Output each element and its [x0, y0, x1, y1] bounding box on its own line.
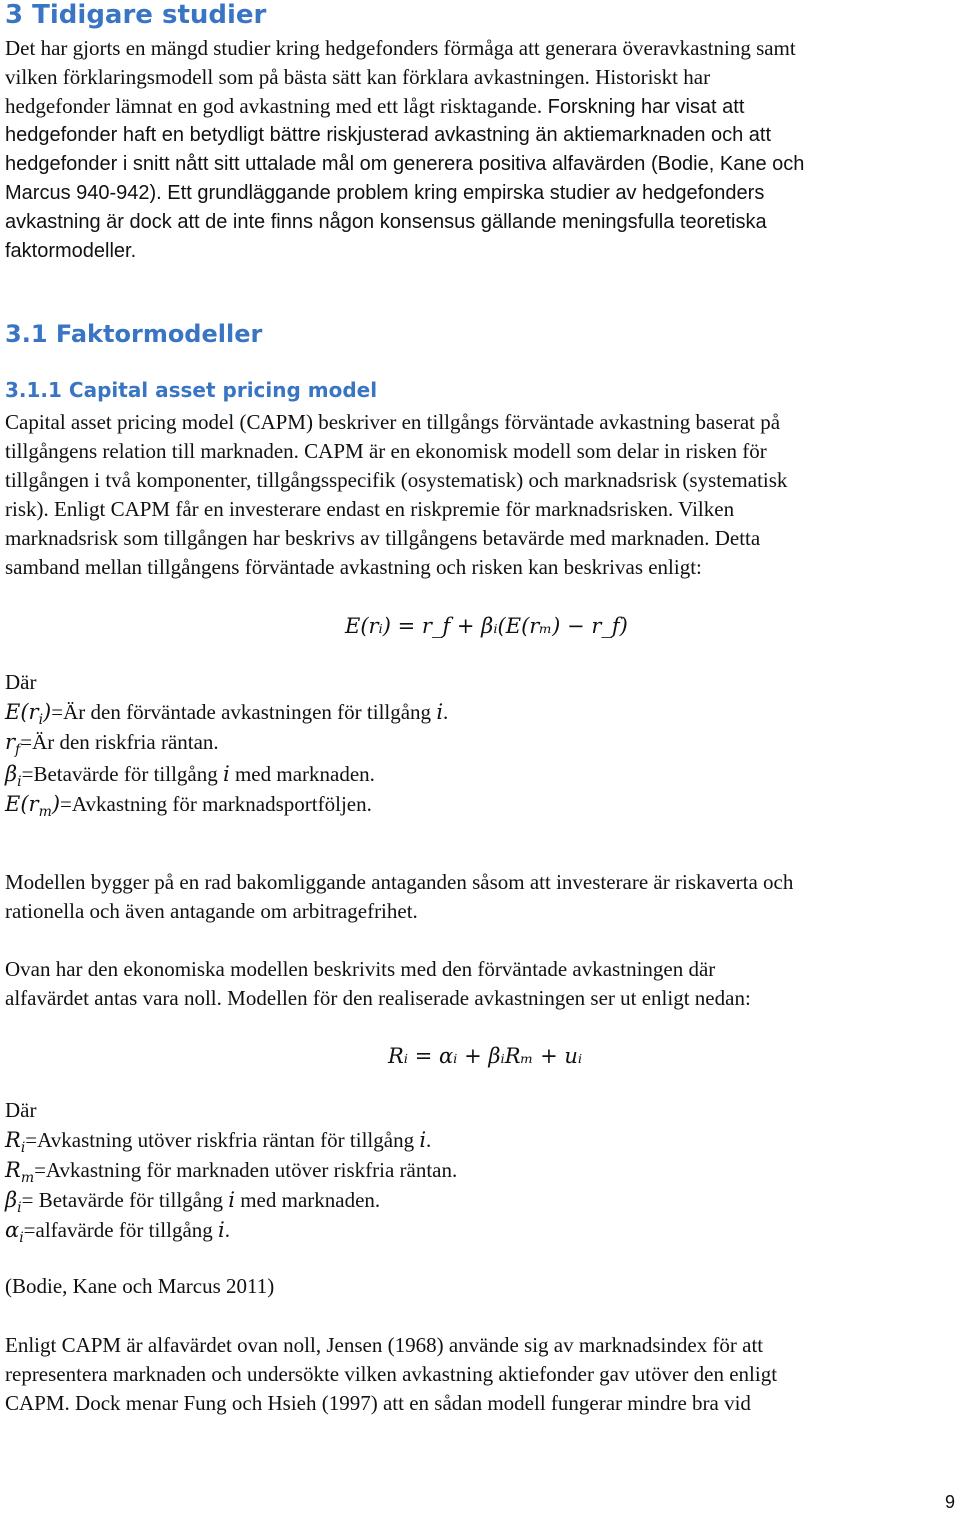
alpha-paragraph — [5, 955, 955, 1013]
text-line: avkastning är dock att de inte finns någon konsensus gällande meningsfulla teoretiska — [5, 211, 767, 233]
capm-equation — [345, 614, 628, 638]
where-label: Där — [5, 1098, 37, 1122]
text-line: Capital asset pricing model (CAPM) beskriver en tillgångs förväntade avkastning baserat på — [5, 410, 781, 434]
definition-market-excess-return: $R_m=Avkastning$ för marknaden utöver riskfria räntan. — [5, 1158, 458, 1187]
capm-paragraph — [5, 408, 955, 582]
text-line: CAPM. Dock menar Fung och Hsieh (1997) att en sådan modell fungerar mindre bra vid — [5, 1391, 751, 1415]
text-line: representera marknaden och undersökte vilken avkastning aktiefonder gav utöver den enligt — [5, 1362, 778, 1386]
text-line — [5, 179, 955, 208]
text-line: samband mellan tillgångens förväntade avkastning och risken kan beskrivas enligt: — [5, 555, 702, 579]
realized-return-equation — [388, 1044, 582, 1068]
where-label: Där — [5, 670, 37, 694]
section-heading: 3 Tidigare studier — [5, 0, 267, 30]
text-line — [5, 92, 955, 121]
equation-text: Rᵢ = αᵢ + βᵢRₘ + uᵢ — [388, 1044, 583, 1068]
definition-beta: $\beta_i=$ Betavärde för tillgång i med marknaden. — [5, 1188, 381, 1217]
text-line: hedgefonder haft en betydligt bättre riskjusterad avkastning än aktiemarknaden och att — [5, 124, 772, 146]
jensen-paragraph — [5, 1331, 955, 1418]
text-line: Modellen bygger på en rad bakomliggande antaganden såsom att investerare är riskaverta och — [5, 870, 794, 894]
subsubsection-heading: 3.1.1 Capital asset pricing model — [5, 378, 378, 402]
definition-excess-return: $R_i=Avkastning$ utöver riskfria räntan för tillgång i. — [5, 1128, 432, 1157]
subsection-heading: 3.1 Faktormodeller — [5, 320, 263, 348]
text-line: Det har gjorts en mängd studier kring hedgefonders förmåga att generara överavkastning samt — [5, 36, 796, 60]
definition-alpha: $\alpha_i=alfavärde$ för tillgång i. — [5, 1218, 230, 1247]
equation-text: E(rᵢ) = r_f + βᵢ(E(rₘ) − r_f) — [345, 614, 628, 638]
definition-expected-return: $E(r_i)=Är$ den förväntade avkastningen för tillgång i. — [5, 700, 449, 729]
text-span: Marcus 940-942). — [5, 182, 162, 204]
text-line: rationella och även antagande om arbitragefrihet. — [5, 899, 418, 923]
definition-beta: $\beta_i=Betavärde$ för tillgång i med marknaden. — [5, 762, 375, 791]
text-line: tillgångens relation till marknaden. CAPM är en ekonomisk modell som delar in risken för — [5, 439, 767, 463]
text-span: hedgefonder lämnat en god avkastning med ett lågt risktagande. — [5, 94, 543, 118]
definition-market-return: $E(r_m)=Avkastning$ för marknadsportföljen. — [5, 792, 372, 821]
text-line: alfavärdet antas vara noll. Modellen för den realiserade avkastningen ser ut enligt nedan: — [5, 986, 751, 1010]
text-span: Forskning har visat att — [542, 96, 745, 118]
text-line: tillgången i två komponenter, tillgångsspecifik (osystematisk) och marknadsrisk (systematisk — [5, 468, 788, 492]
definition-riskfree-rate: $r_f=Är$ den riskfria räntan. — [5, 730, 219, 759]
text-span: Ett grundläggande problem kring empirska studier av hedgefonders — [161, 182, 765, 204]
text-line: hedgefonder i snitt nått sitt uttalade mål om generera positiva alfavärden (Bodie, Kane och — [5, 153, 805, 175]
intro-paragraph — [5, 34, 955, 266]
text-line: faktormodeller. — [5, 240, 137, 262]
text-line: Ovan har den ekonomiska modellen beskrivits med den förväntade avkastningen där — [5, 957, 716, 981]
text-line: marknadsrisk som tillgången har beskrivs av tillgångens betavärde med marknaden. Detta — [5, 526, 761, 550]
text-line: vilken förklaringsmodell som på bästa sätt kan förklara avkastningen. Historiskt har — [5, 65, 711, 89]
citation: (Bodie, Kane och Marcus 2011) — [5, 1274, 275, 1298]
text-line: Enligt CAPM är alfavärdet ovan noll, Jensen (1968) använde sig av marknadsindex för att — [5, 1333, 764, 1357]
model-paragraph — [5, 868, 955, 926]
page-number: 9 — [944, 1492, 955, 1512]
text-line: risk). Enligt CAPM får en investerare endast en riskpremie för marknadsrisken. Vilken — [5, 497, 735, 521]
